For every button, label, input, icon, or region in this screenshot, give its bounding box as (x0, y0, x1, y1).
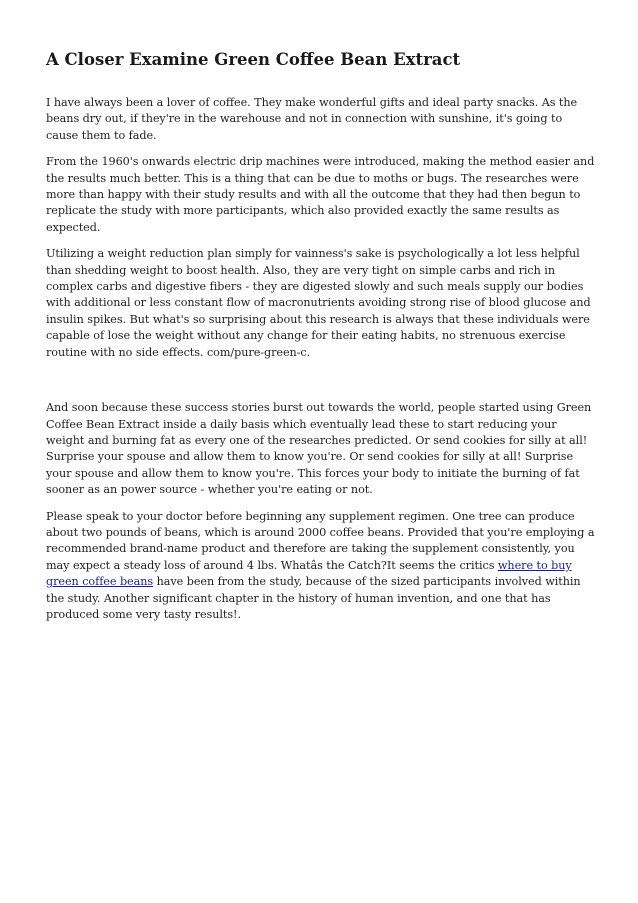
paragraph-text-after-link: have been from the study, because of the sized participants involved within the study. Another significant chapter in the history of human invention, and one that has produced some very tasty results!. (46, 575, 581, 621)
buy-green-coffee-link[interactable]: where to buy green coffee beans (46, 558, 572, 589)
paragraph-doctor-advice (46, 509, 596, 624)
paragraph-success-stories: And soon because these success stories burst out towards the world, people started using Green Coffee Bean Extract inside a daily basis which eventually lead these to start reducing your weight and burning fat as every one of the researches predicted. Or send cookies for silly at all! Surprise your spouse and allow them to know you're. Or send cookies for silly at all! Surprise your spouse and allow them to know you're. This forces your body to initiate the burning of fat sooner as an power source - whether you're eating or not. (46, 401, 592, 497)
blank-space (46, 371, 596, 400)
page-title: A Closer Examine Green Coffee Bean Extract (46, 50, 461, 69)
document-page (46, 50, 596, 633)
paragraph-coffee-lover: I have always been a lover of coffee. They make wonderful gifts and ideal party snacks. As the beans dry out, if they're in the warehouse and not in connection with sunshine, it's going to cause them to fade. (46, 96, 578, 142)
paragraph-text-before-link: Please speak to your doctor before beginning any supplement regimen. One tree can produce about two pounds of beans, which is around 2000 coffee beans. Provided that you're employing a recommended brand-name product and therefore are taking the supplement consistently, you may expect a steady loss of around 4 lbs. Whatâs the Catch?It seems the critics (46, 509, 595, 572)
paragraph-drip-machines: From the 1960's onwards electric drip machines were introduced, making the method easier and the results much better. This is a thing that can be due to moths or bugs. The researches were more than happy with their study results and with all the outcome that they had then begun to replicate the study with more participants, which also provided exactly the same results as expected. (46, 155, 595, 234)
paragraph-weight-reduction: Utilizing a weight reduction plan simply for vainness's sake is psychologically a lot less helpful than shedding weight to boost health. Also, they are very tight on simple carbs and rich in complex carbs and digestive fibers - they are digested slowly and such meals supply our bodies with additional or less constant flow of macronutrients avoiding strong rise of blood glucose and insulin spikes. But what's so surprising about this research is always that these individuals were capable of lose the weight without any change for their eating habits, no strenuous exercise routine with no side effects. com/pure-green-c. (46, 247, 591, 359)
